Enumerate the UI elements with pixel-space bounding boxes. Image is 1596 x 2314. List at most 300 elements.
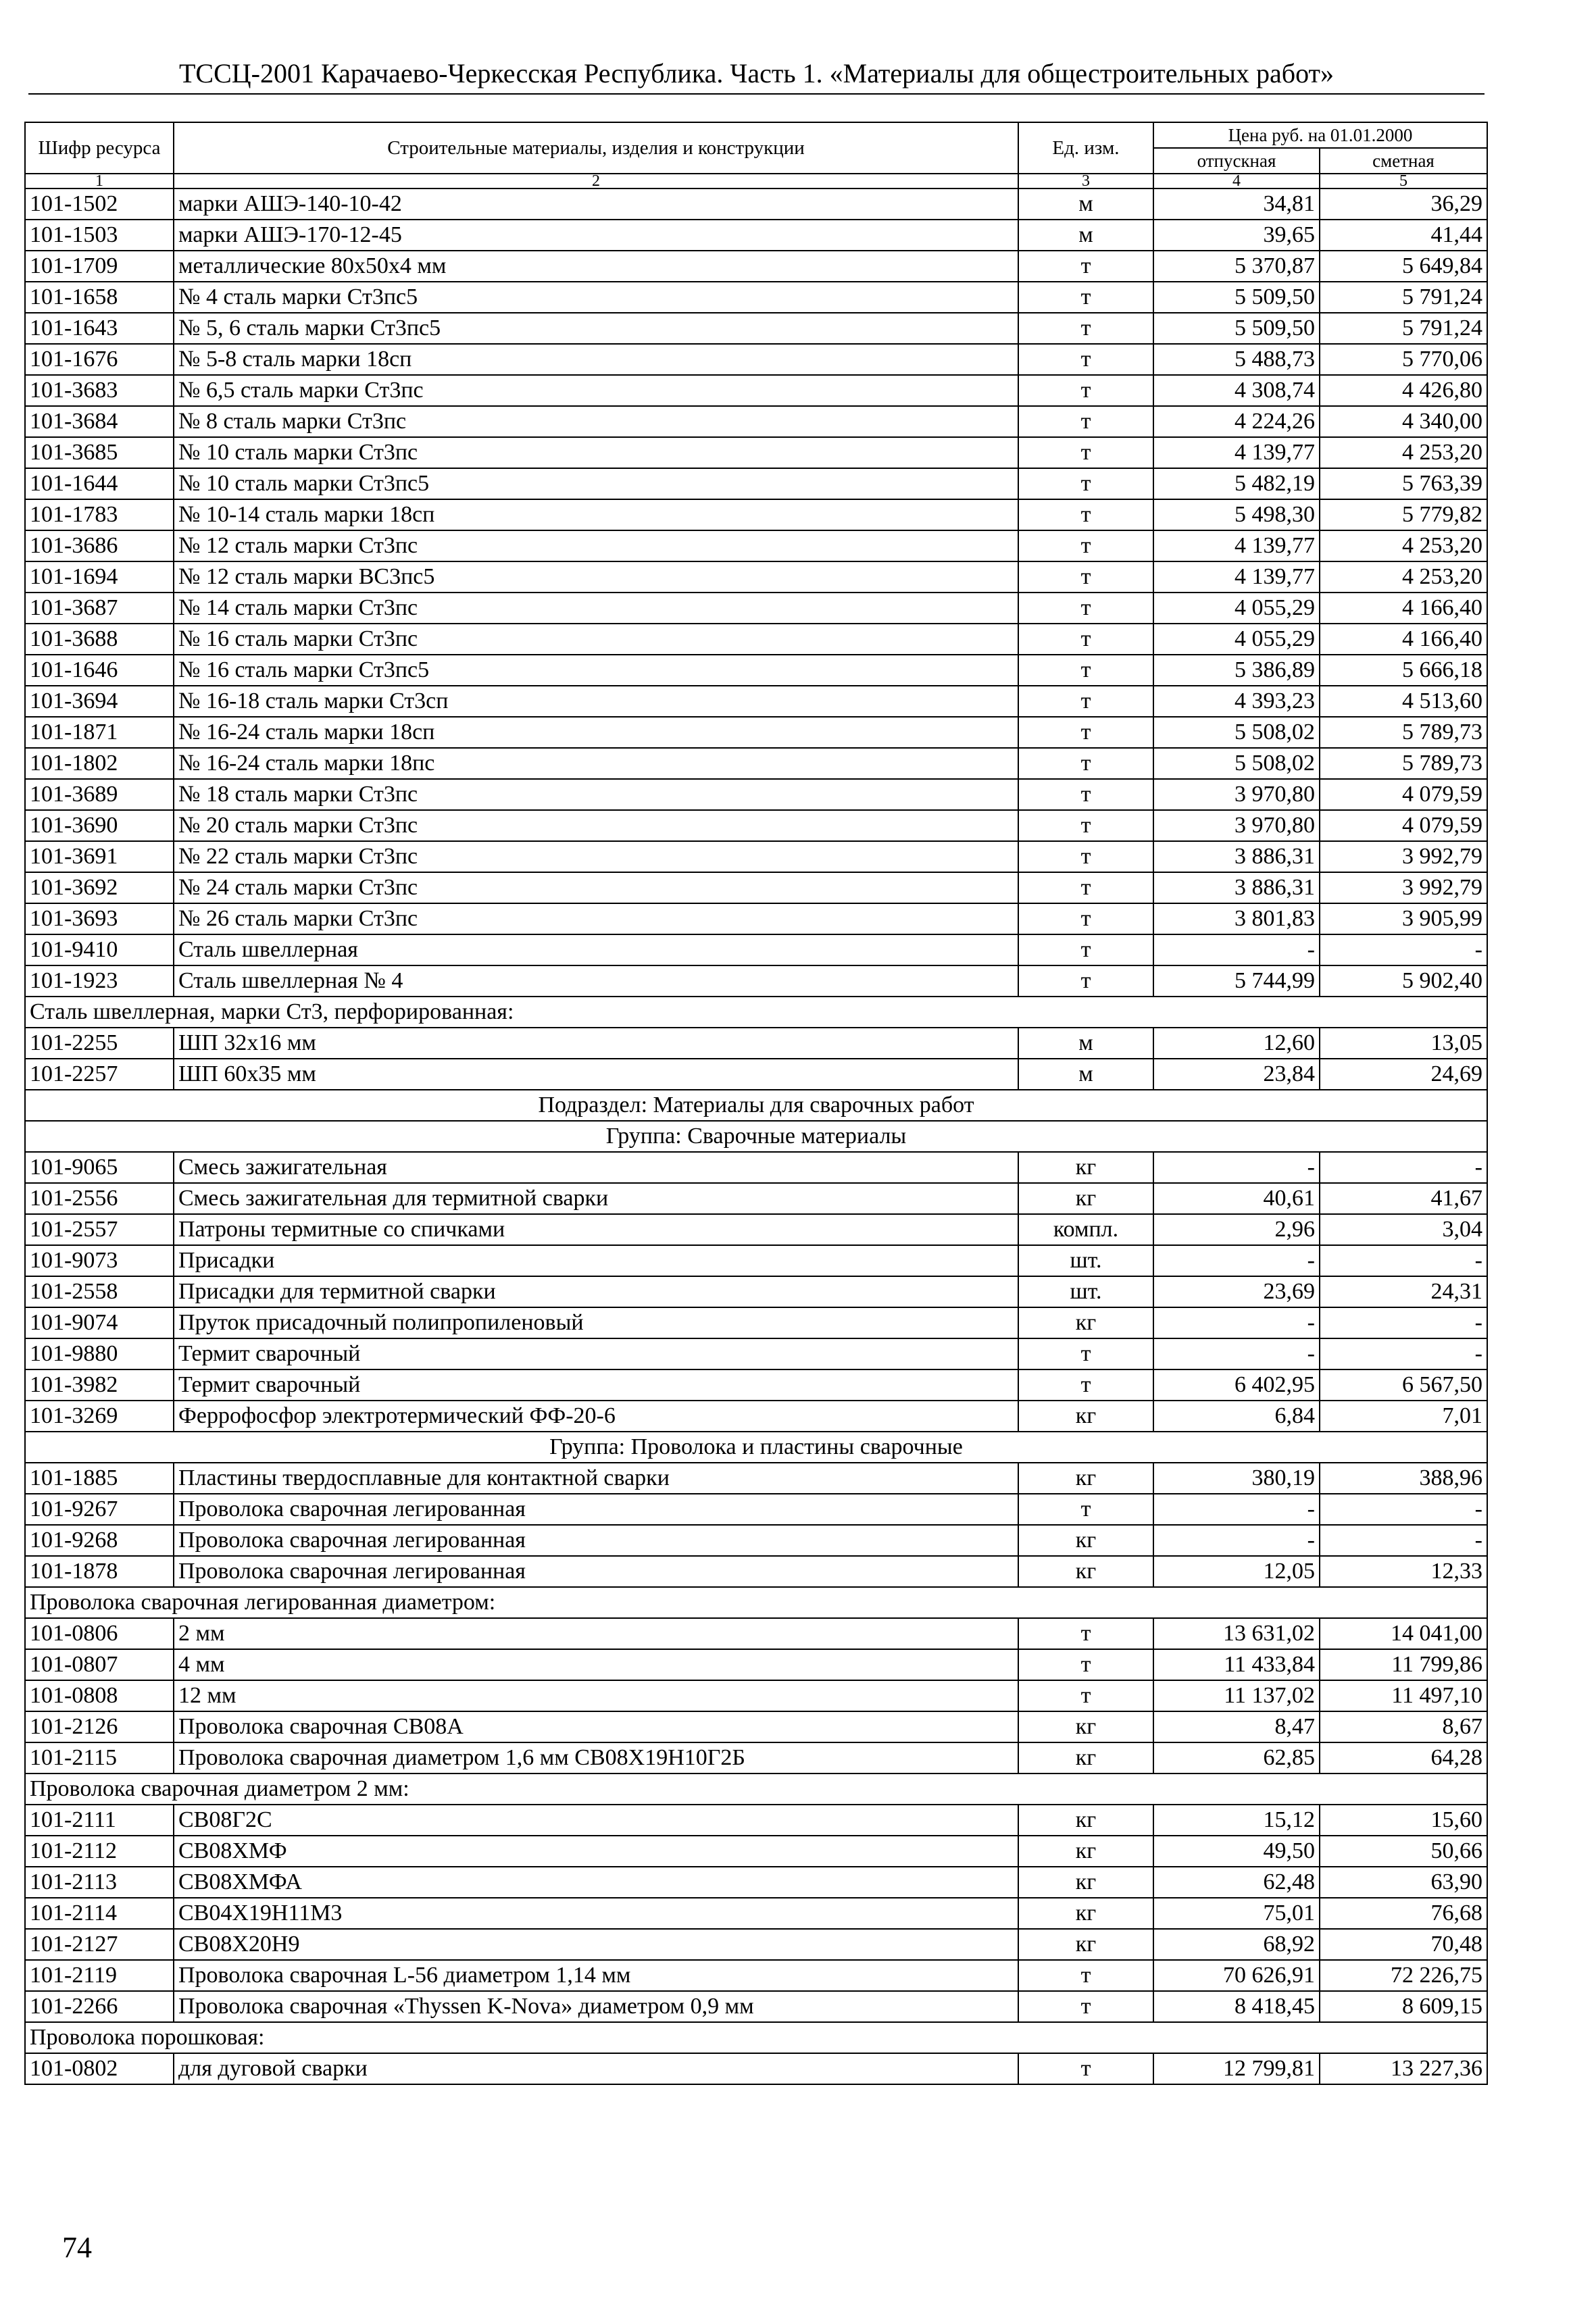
caption-text: Проволока сварочная диаметром 2 мм: [25, 1774, 1487, 1805]
resource-code: 101-1646 [25, 655, 174, 686]
table-row [25, 1152, 1487, 1183]
estimate-price: 4 166,40 [1320, 593, 1487, 624]
resource-code: 101-3684 [25, 406, 174, 437]
unit: кг [1018, 1152, 1153, 1183]
release-price: 23,69 [1153, 1276, 1320, 1307]
caption-row [25, 1587, 1487, 1618]
resource-code: 101-1783 [25, 499, 174, 530]
estimate-price: 50,66 [1320, 1836, 1487, 1867]
resource-code: 101-9268 [25, 1525, 174, 1556]
unit: т [1018, 251, 1153, 282]
resource-code: 101-9074 [25, 1307, 174, 1338]
estimate-price: 4 340,00 [1320, 406, 1487, 437]
unit: кг [1018, 1307, 1153, 1338]
resource-code: 101-1802 [25, 748, 174, 779]
estimate-price: 41,44 [1320, 220, 1487, 251]
table-row [25, 1867, 1487, 1898]
unit: т [1018, 934, 1153, 965]
estimate-price: 4 253,20 [1320, 561, 1487, 593]
release-price: 62,48 [1153, 1867, 1320, 1898]
estimate-price: 4 426,80 [1320, 375, 1487, 406]
release-price: 5 508,02 [1153, 717, 1320, 748]
table-row [25, 406, 1487, 437]
resource-code: 101-1885 [25, 1463, 174, 1494]
material-name: 12 мм [174, 1680, 1018, 1711]
material-name: Патроны термитные со спичками [174, 1214, 1018, 1245]
resource-code: 101-3683 [25, 375, 174, 406]
resource-code: 101-2113 [25, 1867, 174, 1898]
release-price: - [1153, 1245, 1320, 1276]
col-number-4: 4 [1153, 174, 1320, 188]
table-row [25, 220, 1487, 251]
estimate-price: 8,67 [1320, 1711, 1487, 1742]
release-price: 34,81 [1153, 188, 1320, 220]
estimate-price: 4 513,60 [1320, 686, 1487, 717]
release-price: 12,05 [1153, 1556, 1320, 1587]
release-price: 5 508,02 [1153, 748, 1320, 779]
table-row [25, 748, 1487, 779]
estimate-price: 3 905,99 [1320, 903, 1487, 934]
resource-code: 101-2556 [25, 1183, 174, 1214]
unit: т [1018, 1338, 1153, 1369]
col-number-2: 2 [174, 174, 1018, 188]
col-number-3: 3 [1018, 174, 1153, 188]
group-title: Группа: Сварочные материалы [25, 1121, 1487, 1152]
unit: м [1018, 220, 1153, 251]
material-name: Пластины твердосплавные для контактной сварки [174, 1463, 1018, 1494]
table-row [25, 810, 1487, 841]
table-row [25, 1680, 1487, 1711]
table-row [25, 282, 1487, 313]
release-price: 2,96 [1153, 1214, 1320, 1245]
table-row [25, 903, 1487, 934]
estimate-price: 5 789,73 [1320, 748, 1487, 779]
subsection-row [25, 1090, 1487, 1121]
material-name: № 26 сталь марки Ст3пс [174, 903, 1018, 934]
estimate-price: - [1320, 1152, 1487, 1183]
estimate-price: 4 253,20 [1320, 437, 1487, 468]
release-price: 4 139,77 [1153, 530, 1320, 561]
estimate-price: - [1320, 934, 1487, 965]
release-price: 15,12 [1153, 1805, 1320, 1836]
material-name: Присадки для термитной сварки [174, 1276, 1018, 1307]
subsection-title: Подраздел: Материалы для сварочных работ [25, 1090, 1487, 1121]
release-price: 23,84 [1153, 1059, 1320, 1090]
resource-code: 101-0806 [25, 1618, 174, 1649]
table-row [25, 779, 1487, 810]
material-name: № 10 сталь марки Ст3пс [174, 437, 1018, 468]
unit: т [1018, 717, 1153, 748]
table-row [25, 1991, 1487, 2022]
estimate-price: 64,28 [1320, 1742, 1487, 1774]
unit: т [1018, 282, 1153, 313]
estimate-price: 12,33 [1320, 1556, 1487, 1587]
material-name: № 10-14 сталь марки 18сп [174, 499, 1018, 530]
resource-code: 101-0808 [25, 1680, 174, 1711]
resource-code: 101-2111 [25, 1805, 174, 1836]
estimate-price: 5 902,40 [1320, 965, 1487, 997]
material-name: Проволока сварочная легированная [174, 1525, 1018, 1556]
material-name: СВ08Г2С [174, 1805, 1018, 1836]
table-row [25, 1805, 1487, 1836]
estimate-price: 76,68 [1320, 1898, 1487, 1929]
table-body [25, 188, 1487, 2084]
resource-code: 101-3691 [25, 841, 174, 872]
estimate-price: 41,67 [1320, 1183, 1487, 1214]
release-price: 8 418,45 [1153, 1991, 1320, 2022]
unit: т [1018, 965, 1153, 997]
col-release-header: отпускная [1153, 148, 1320, 174]
table-row [25, 624, 1487, 655]
resource-code: 101-2126 [25, 1711, 174, 1742]
col-price-header: Цена руб. на 01.01.2000 [1153, 122, 1487, 148]
table-row [25, 686, 1487, 717]
table-row [25, 1401, 1487, 1432]
resource-code: 101-3982 [25, 1369, 174, 1401]
release-price: 75,01 [1153, 1898, 1320, 1929]
material-name: ШП 60x35 мм [174, 1059, 1018, 1090]
unit: т [1018, 1369, 1153, 1401]
material-name: Термит сварочный [174, 1369, 1018, 1401]
release-price: 11 137,02 [1153, 1680, 1320, 1711]
table-row [25, 561, 1487, 593]
release-price: - [1153, 1338, 1320, 1369]
resource-code: 101-9065 [25, 1152, 174, 1183]
estimate-price: 5 789,73 [1320, 717, 1487, 748]
unit: т [1018, 624, 1153, 655]
resource-code: 101-2114 [25, 1898, 174, 1929]
material-name: 2 мм [174, 1618, 1018, 1649]
estimate-price: 3,04 [1320, 1214, 1487, 1245]
unit: т [1018, 779, 1153, 810]
release-price: 5 482,19 [1153, 468, 1320, 499]
estimate-price: 3 992,79 [1320, 872, 1487, 903]
resource-code: 101-3269 [25, 1401, 174, 1432]
resource-code: 101-2255 [25, 1028, 174, 1059]
material-name: № 16-18 сталь марки Ст3сп [174, 686, 1018, 717]
table-row [25, 1556, 1487, 1587]
table-row [25, 841, 1487, 872]
material-name: марки АШЭ-170-12-45 [174, 220, 1018, 251]
resource-code: 101-1694 [25, 561, 174, 593]
table-row [25, 1494, 1487, 1525]
resource-code: 101-1871 [25, 717, 174, 748]
estimate-price: 5 666,18 [1320, 655, 1487, 686]
unit: т [1018, 841, 1153, 872]
caption-row [25, 1774, 1487, 1805]
estimate-price: 4 253,20 [1320, 530, 1487, 561]
release-price: 3 970,80 [1153, 779, 1320, 810]
estimate-price: 24,69 [1320, 1059, 1487, 1090]
material-name: ШП 32x16 мм [174, 1028, 1018, 1059]
resource-code: 101-3693 [25, 903, 174, 934]
unit: т [1018, 1960, 1153, 1991]
unit: т [1018, 748, 1153, 779]
col-code-header: Шифр ресурса [25, 122, 174, 174]
release-price: 5 509,50 [1153, 282, 1320, 313]
material-name: № 14 сталь марки Ст3пс [174, 593, 1018, 624]
material-name: металлические 80x50x4 мм [174, 251, 1018, 282]
unit: т [1018, 375, 1153, 406]
release-price: - [1153, 1494, 1320, 1525]
material-name: Феррофосфор электротермический ФФ-20-6 [174, 1401, 1018, 1432]
release-price: 6,84 [1153, 1401, 1320, 1432]
resource-code: 101-3685 [25, 437, 174, 468]
estimate-price: - [1320, 1307, 1487, 1338]
group-row [25, 1121, 1487, 1152]
table-row [25, 499, 1487, 530]
release-price: 4 224,26 [1153, 406, 1320, 437]
estimate-price: 11 497,10 [1320, 1680, 1487, 1711]
table-row [25, 1711, 1487, 1742]
resource-code: 101-2257 [25, 1059, 174, 1090]
table-row [25, 1836, 1487, 1867]
unit: т [1018, 499, 1153, 530]
price-table [24, 122, 1488, 2085]
resource-code: 101-2557 [25, 1214, 174, 1245]
resource-code: 101-0802 [25, 2053, 174, 2084]
estimate-price: 5 763,39 [1320, 468, 1487, 499]
material-name: 4 мм [174, 1649, 1018, 1680]
release-price: 3 886,31 [1153, 841, 1320, 872]
estimate-price: 72 226,75 [1320, 1960, 1487, 1991]
table-row [25, 872, 1487, 903]
table-row [25, 1028, 1487, 1059]
group-row [25, 1432, 1487, 1463]
material-name: № 8 сталь марки Ст3пс [174, 406, 1018, 437]
release-price: - [1153, 1525, 1320, 1556]
material-name: Проволока сварочная СВ08А [174, 1711, 1018, 1742]
table-row [25, 1898, 1487, 1929]
material-name: Присадки [174, 1245, 1018, 1276]
resource-code: 101-3690 [25, 810, 174, 841]
col-number-5: 5 [1320, 174, 1487, 188]
estimate-price: 4 079,59 [1320, 810, 1487, 841]
release-price: 12,60 [1153, 1028, 1320, 1059]
material-name: СВ08ХМФА [174, 1867, 1018, 1898]
estimate-price: 13 227,36 [1320, 2053, 1487, 2084]
estimate-price: 5 770,06 [1320, 344, 1487, 375]
resource-code: 101-1676 [25, 344, 174, 375]
release-price: 4 139,77 [1153, 437, 1320, 468]
material-name: Смесь зажигательная [174, 1152, 1018, 1183]
release-price: 380,19 [1153, 1463, 1320, 1494]
table-row [25, 1929, 1487, 1960]
release-price: - [1153, 1152, 1320, 1183]
table-row [25, 468, 1487, 499]
estimate-price: 5 779,82 [1320, 499, 1487, 530]
resource-code: 101-1709 [25, 251, 174, 282]
estimate-price: 5 649,84 [1320, 251, 1487, 282]
unit: т [1018, 810, 1153, 841]
table-row [25, 1214, 1487, 1245]
table-row [25, 1463, 1487, 1494]
estimate-price: 4 166,40 [1320, 624, 1487, 655]
group-title: Группа: Проволока и пластины сварочные [25, 1432, 1487, 1463]
table-row [25, 934, 1487, 965]
table-row [25, 344, 1487, 375]
release-price: 62,85 [1153, 1742, 1320, 1774]
release-price: 13 631,02 [1153, 1618, 1320, 1649]
material-name: № 12 сталь марки Ст3пс [174, 530, 1018, 561]
estimate-price: 13,05 [1320, 1028, 1487, 1059]
release-price: 4 308,74 [1153, 375, 1320, 406]
estimate-price: 15,60 [1320, 1805, 1487, 1836]
material-name: № 5-8 сталь марки 18сп [174, 344, 1018, 375]
caption-text: Проволока сварочная легированная диаметром: [25, 1587, 1487, 1618]
estimate-price: 14 041,00 [1320, 1618, 1487, 1649]
material-name: № 22 сталь марки Ст3пс [174, 841, 1018, 872]
unit: т [1018, 437, 1153, 468]
release-price: 49,50 [1153, 1836, 1320, 1867]
estimate-price: 24,31 [1320, 1276, 1487, 1307]
unit: шт. [1018, 1276, 1153, 1307]
release-price: 3 886,31 [1153, 872, 1320, 903]
release-price: 5 370,87 [1153, 251, 1320, 282]
table-row [25, 313, 1487, 344]
material-name: № 18 сталь марки Ст3пс [174, 779, 1018, 810]
caption-row [25, 997, 1487, 1028]
table-header [25, 122, 1487, 188]
release-price: 8,47 [1153, 1711, 1320, 1742]
estimate-price: 6 567,50 [1320, 1369, 1487, 1401]
caption-row [25, 2022, 1487, 2053]
table-row [25, 717, 1487, 748]
table-row [25, 1742, 1487, 1774]
unit: кг [1018, 1742, 1153, 1774]
resource-code: 101-3687 [25, 593, 174, 624]
unit: компл. [1018, 1214, 1153, 1245]
resource-code: 101-9267 [25, 1494, 174, 1525]
unit: кг [1018, 1836, 1153, 1867]
unit: т [1018, 1618, 1153, 1649]
col-unit-header: Ед. изм. [1018, 122, 1153, 174]
release-price: - [1153, 1307, 1320, 1338]
unit: кг [1018, 1525, 1153, 1556]
material-name: № 24 сталь марки Ст3пс [174, 872, 1018, 903]
table-row [25, 1183, 1487, 1214]
material-name: № 16 сталь марки Ст3пс5 [174, 655, 1018, 686]
resource-code: 101-2266 [25, 1991, 174, 2022]
unit: кг [1018, 1183, 1153, 1214]
material-name: № 5, 6 сталь марки Ст3пс5 [174, 313, 1018, 344]
release-price: 4 055,29 [1153, 593, 1320, 624]
release-price: 4 393,23 [1153, 686, 1320, 717]
estimate-price: 8 609,15 [1320, 1991, 1487, 2022]
resource-code: 101-3694 [25, 686, 174, 717]
estimate-price: 5 791,24 [1320, 282, 1487, 313]
material-name: Проволока сварочная «Thyssen K-Nova» диаметром 0,9 мм [174, 1991, 1018, 2022]
resource-code: 101-3688 [25, 624, 174, 655]
material-name: СВ08Х20Н9 [174, 1929, 1018, 1960]
unit: т [1018, 1680, 1153, 1711]
estimate-price: 11 799,86 [1320, 1649, 1487, 1680]
resource-code: 101-1644 [25, 468, 174, 499]
resource-code: 101-1658 [25, 282, 174, 313]
table-row [25, 437, 1487, 468]
table-row [25, 1525, 1487, 1556]
material-name: Проволока сварочная легированная [174, 1494, 1018, 1525]
resource-code: 101-1502 [25, 188, 174, 220]
release-price: 68,92 [1153, 1929, 1320, 1960]
unit: т [1018, 344, 1153, 375]
unit: т [1018, 2053, 1153, 2084]
material-name: № 16-24 сталь марки 18пс [174, 748, 1018, 779]
resource-code: 101-9880 [25, 1338, 174, 1369]
release-price: 70 626,91 [1153, 1960, 1320, 1991]
release-price: 5 744,99 [1153, 965, 1320, 997]
table-row [25, 1618, 1487, 1649]
release-price: - [1153, 934, 1320, 965]
release-price: 6 402,95 [1153, 1369, 1320, 1401]
resource-code: 101-2558 [25, 1276, 174, 1307]
resource-code: 101-2112 [25, 1836, 174, 1867]
release-price: 11 433,84 [1153, 1649, 1320, 1680]
material-name: № 4 сталь марки Ст3пс5 [174, 282, 1018, 313]
table-row [25, 965, 1487, 997]
unit: кг [1018, 1401, 1153, 1432]
material-name: Проволока сварочная L-56 диаметром 1,14 мм [174, 1960, 1018, 1991]
estimate-price: - [1320, 1338, 1487, 1369]
material-name: СВ04Х19Н11М3 [174, 1898, 1018, 1929]
material-name: Проволока сварочная легированная [174, 1556, 1018, 1587]
unit: кг [1018, 1929, 1153, 1960]
unit: м [1018, 1028, 1153, 1059]
resource-code: 101-2127 [25, 1929, 174, 1960]
table-row [25, 1369, 1487, 1401]
release-price: 12 799,81 [1153, 2053, 1320, 2084]
estimate-price: - [1320, 1525, 1487, 1556]
unit: т [1018, 1494, 1153, 1525]
release-price: 3 801,83 [1153, 903, 1320, 934]
caption-text: Сталь швеллерная, марки Ст3, перфорированная: [25, 997, 1487, 1028]
estimate-price: 4 079,59 [1320, 779, 1487, 810]
unit: кг [1018, 1867, 1153, 1898]
table-row [25, 593, 1487, 624]
unit: т [1018, 655, 1153, 686]
estimate-price: - [1320, 1494, 1487, 1525]
release-price: 5 509,50 [1153, 313, 1320, 344]
release-price: 4 055,29 [1153, 624, 1320, 655]
material-name: Проволока сварочная диаметром 1,6 мм СВ08Х19Н10Г2Б [174, 1742, 1018, 1774]
unit: т [1018, 406, 1153, 437]
table-row [25, 1245, 1487, 1276]
table-row [25, 1059, 1487, 1090]
material-name: для дуговой сварки [174, 2053, 1018, 2084]
material-name: Сталь швеллерная [174, 934, 1018, 965]
unit: т [1018, 593, 1153, 624]
material-name: № 16 сталь марки Ст3пс [174, 624, 1018, 655]
resource-code: 101-1923 [25, 965, 174, 997]
unit: шт. [1018, 1245, 1153, 1276]
resource-code: 101-3686 [25, 530, 174, 561]
resource-code: 101-2115 [25, 1742, 174, 1774]
unit: т [1018, 313, 1153, 344]
release-price: 3 970,80 [1153, 810, 1320, 841]
table-row [25, 530, 1487, 561]
resource-code: 101-3689 [25, 779, 174, 810]
resource-code: 101-9073 [25, 1245, 174, 1276]
unit: т [1018, 1991, 1153, 2022]
release-price: 5 386,89 [1153, 655, 1320, 686]
material-name: Термит сварочный [174, 1338, 1018, 1369]
unit: м [1018, 188, 1153, 220]
resource-code: 101-9410 [25, 934, 174, 965]
material-name: № 6,5 сталь марки Ст3пс [174, 375, 1018, 406]
resource-code: 101-3692 [25, 872, 174, 903]
material-name: СВ08ХМФ [174, 1836, 1018, 1867]
resource-code: 101-2119 [25, 1960, 174, 1991]
